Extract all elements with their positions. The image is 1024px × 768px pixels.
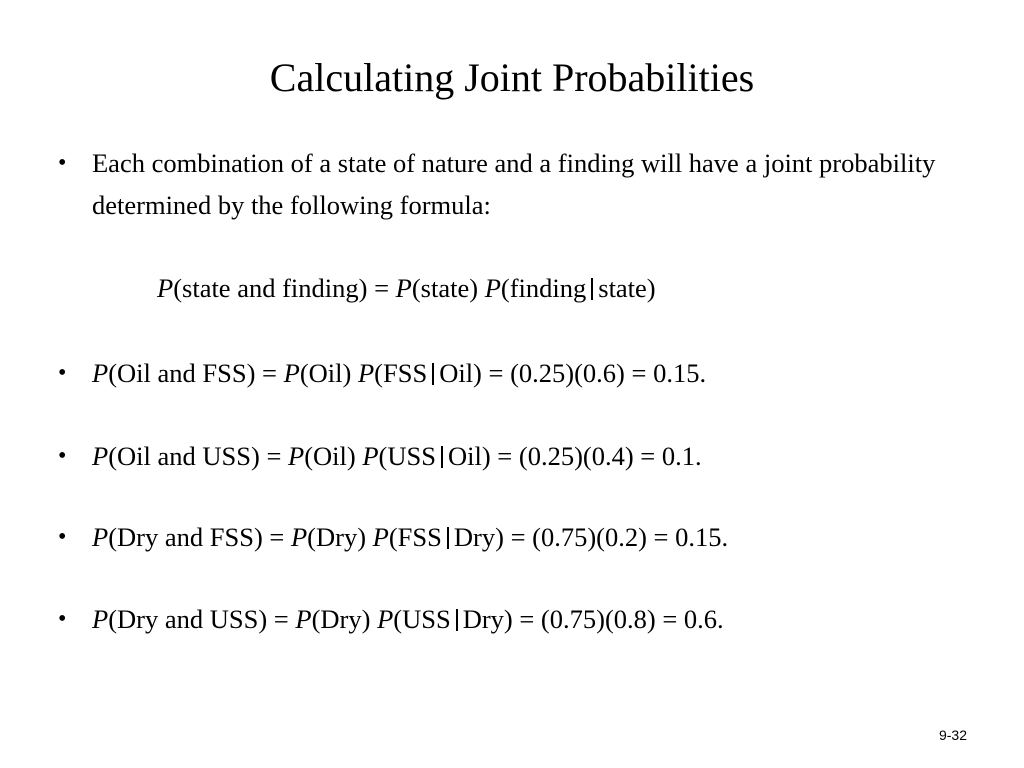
given-bar-icon: [456, 609, 458, 631]
equation-part: Dry) = (0.75)(0.2) = 0.15.: [453, 522, 729, 552]
prob-symbol: P: [295, 604, 312, 634]
equation-part: (Oil and FSS) =: [108, 358, 284, 388]
equation-part: (FSS: [374, 358, 428, 388]
given-bar-icon: [591, 278, 593, 300]
prob-symbol: P: [484, 273, 501, 303]
equation-part: Dry) = (0.75)(0.8) = 0.6.: [462, 604, 724, 634]
bullet-marker: •: [58, 443, 67, 469]
prob-symbol: P: [362, 441, 379, 471]
equation-part: (Oil and USS) =: [108, 441, 289, 471]
prob-symbol: P: [288, 441, 305, 471]
equation-part: Oil) = (0.25)(0.6) = 0.15.: [439, 358, 707, 388]
prob-symbol: P: [395, 273, 412, 303]
bullet-marker: •: [58, 524, 67, 550]
equation-part: (Dry): [311, 604, 378, 634]
prob-symbol: P: [357, 358, 375, 388]
given-bar-icon: [447, 527, 449, 549]
equation-part: (Oil): [299, 358, 358, 388]
equation-oil-uss: [92, 435, 972, 477]
equation-part: (USS: [393, 604, 451, 634]
equation-part: (Dry and USS) =: [108, 604, 296, 634]
intro-text: Each combination of a state of nature and a finding will have a joint probability determined by the following formula:: [92, 148, 936, 220]
equation-part: (Dry): [307, 522, 373, 552]
prob-symbol: P: [283, 358, 300, 388]
prob-symbol: P: [92, 522, 109, 552]
prob-symbol: P: [157, 273, 174, 303]
equation-part: Oil) = (0.25)(0.4) = 0.1.: [448, 441, 702, 471]
formula-part: (state): [411, 273, 485, 303]
equation-part: (USS: [378, 441, 436, 471]
equation-dry-uss: [92, 598, 972, 640]
equation-part: (FSS: [388, 522, 442, 552]
formula-part: (finding: [500, 273, 587, 303]
equation-part: (Oil): [304, 441, 363, 471]
bullet-marker: •: [58, 150, 67, 176]
prob-symbol: P: [290, 522, 308, 552]
prob-symbol: P: [92, 604, 109, 634]
joint-probability-formula: [157, 267, 656, 309]
slide-title: Calculating Joint Probabilities: [269, 55, 755, 100]
given-bar-icon: [441, 446, 443, 468]
bullet-marker: •: [58, 360, 67, 386]
formula-part: state): [598, 273, 656, 303]
equation-dry-fss: [92, 516, 972, 558]
prob-symbol: P: [92, 358, 109, 388]
given-bar-icon: [432, 363, 434, 385]
equation-oil-fss: [92, 352, 972, 394]
slide-number: 9-32: [938, 727, 967, 743]
formula-part: (state and finding) =: [173, 273, 396, 303]
bullet-marker: •: [58, 606, 67, 632]
prob-symbol: P: [92, 441, 109, 471]
prob-symbol: P: [377, 604, 394, 634]
prob-symbol: P: [372, 522, 389, 552]
equation-part: (Dry and FSS) =: [108, 522, 291, 552]
